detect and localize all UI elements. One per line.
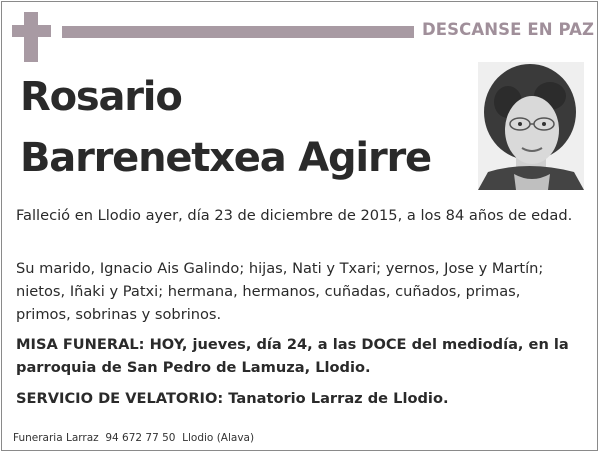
wake-service-info: SERVICIO DE VELATORIO: Tanatorio Larraz de Llodio. (16, 390, 449, 407)
header-label: DESCANSE EN PAZ (422, 20, 595, 39)
portrait-photo (478, 62, 584, 190)
deceased-first-name: Rosario (20, 74, 182, 120)
cross-icon-bar (12, 25, 51, 37)
deceased-surnames: Barrenetxea Agirre (20, 135, 431, 181)
header-divider (62, 26, 414, 38)
obituary-card (1, 1, 598, 451)
funeral-home-footer: Funeraria Larraz 94 672 77 50 Llodio (Alava) (13, 432, 255, 444)
family-list: Su marido, Ignacio Ais Galindo; hijas, Nati y Txari; yernos, Jose y Martín; nietos, Iñaki y Patxi; hermana, hermanos, cuñadas, cuñados, primas, primos, sobrinas y sobrinos. (16, 260, 544, 323)
funeral-mass-info: MISA FUNERAL: HOY, jueves, día 24, a las DOCE del mediodía, en la parroquia de San Pedro de Lamuza, Llodio. (16, 336, 569, 376)
death-notice: Falleció en Llodio ayer, día 23 de diciembre de 2015, a los 84 años de edad. (16, 207, 573, 224)
portrait-photo-icon (478, 62, 584, 190)
cross-icon (24, 12, 38, 62)
